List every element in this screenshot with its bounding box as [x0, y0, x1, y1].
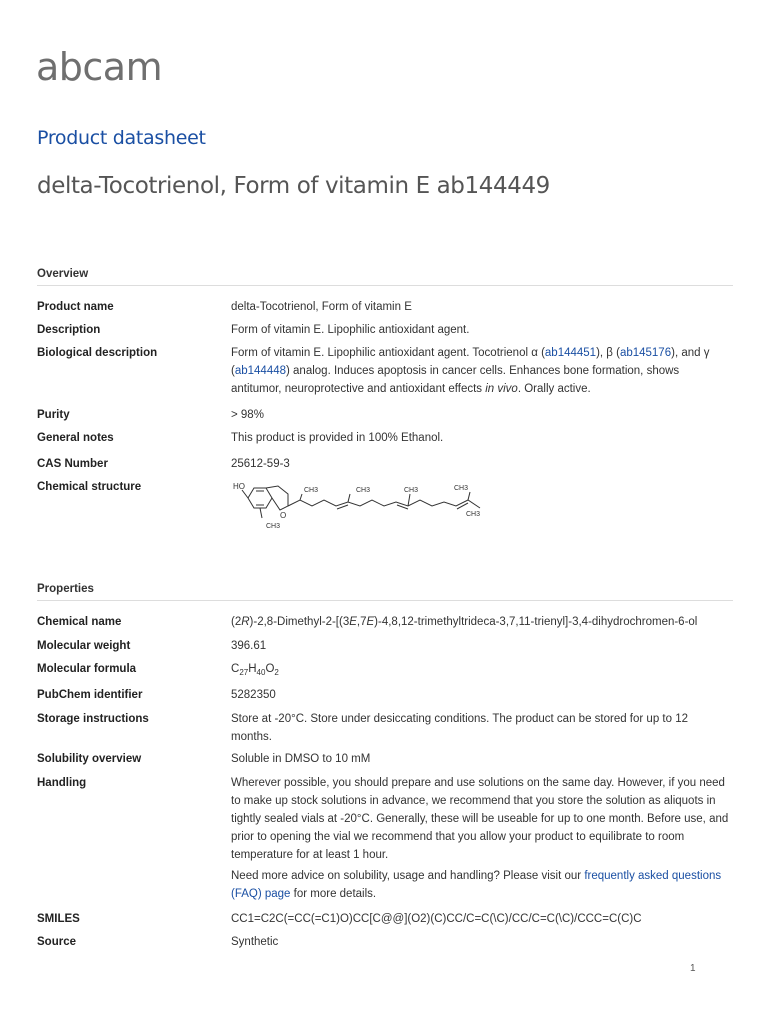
- abcam-logo: abcam: [36, 45, 163, 89]
- structure-ch3-label: CH3: [454, 485, 469, 492]
- formula-subscript: 2: [274, 668, 279, 677]
- cas-label: CAS Number: [37, 458, 108, 470]
- faq-page-link[interactable]: (FAQ) page: [231, 888, 291, 900]
- ab145176-link[interactable]: ab145176: [619, 347, 672, 359]
- structure-o-label: O: [280, 511, 287, 520]
- molecular-formula-label: Molecular formula: [37, 663, 137, 675]
- advice-text: Need more advice on solubility, usage and handling? Please visit our: [231, 870, 585, 882]
- bio-text: Form of vitamin E. Lipophilic antioxidant agent. Tocotrienol α (: [231, 347, 545, 359]
- purity-label: Purity: [37, 409, 70, 421]
- solubility-label: Solubility overview: [37, 753, 142, 765]
- handling-advice: [231, 867, 735, 903]
- structure-ch3-label: CH3: [266, 523, 281, 530]
- page-number: 1: [690, 963, 696, 974]
- chemical-name-value: [231, 613, 735, 631]
- product-name-label: Product name: [37, 301, 114, 313]
- handling-text: prior to opening the vial we recommend that you allow your product to equilibrate to room: [231, 831, 685, 843]
- biological-description-label: Biological description: [37, 347, 158, 359]
- cas-value: 25612-59-3: [231, 458, 290, 470]
- storage-label: Storage instructions: [37, 713, 149, 725]
- solubility-value: Soluble in DMSO to 10 mM: [231, 753, 371, 765]
- chemical-structure-drawing: [230, 480, 490, 536]
- chemical-structure-label: Chemical structure: [37, 481, 142, 493]
- pubchem-value: 5282350: [231, 689, 276, 701]
- chem-text: )-2,8-Dimethyl-2-[(3: [249, 616, 350, 628]
- formula-element: H: [248, 663, 257, 675]
- structure-ch3-label: CH3: [356, 487, 371, 494]
- smiles-label: SMILES: [37, 913, 80, 925]
- overview-heading: Overview: [37, 268, 733, 286]
- bio-text: (: [231, 365, 235, 377]
- advice-text: for more details.: [290, 888, 377, 900]
- formula-element: O: [265, 663, 275, 675]
- chem-text-italic: E: [349, 616, 357, 628]
- chem-text: ,7: [356, 616, 367, 628]
- storage-text: months.: [231, 731, 272, 743]
- handling-text: temperature for at least 1 hour.: [231, 849, 389, 861]
- source-label: Source: [37, 936, 76, 948]
- storage-value: [231, 710, 735, 746]
- formula-element: C: [231, 663, 240, 675]
- structure-ch3-label: CH3: [404, 487, 419, 494]
- formula-subscript: 40: [256, 668, 266, 677]
- formula-subscript: 27: [239, 668, 249, 677]
- bio-text: ), and γ: [671, 347, 710, 359]
- structure-ch3-label: CH3: [466, 511, 481, 518]
- doc-type-heading: Product datasheet: [37, 127, 206, 149]
- handling-text: tightly sealed vials at -20°C. Generally, these will be useable for up to one month. Before use, and: [231, 813, 729, 825]
- product-name-value: delta-Tocotrienol, Form of vitamin E: [231, 301, 412, 313]
- description-label: Description: [37, 324, 101, 336]
- source-value: Synthetic: [231, 936, 279, 948]
- handling-text: Wherever possible, you should prepare and use solutions on the same day. However, if you need: [231, 777, 725, 789]
- chem-text-italic: R: [241, 616, 250, 628]
- bio-text-italic: in vivo: [485, 383, 518, 395]
- molecular-weight-value: 396.61: [231, 640, 267, 652]
- biological-description-value: [231, 344, 735, 398]
- smiles-value: CC1=C2C(=CC(=C1)O)CC[C@@](O2)(C)CC/C=C(\C)/CC/C=C(\C)/CCC=C(C)C: [231, 913, 642, 925]
- pubchem-label: PubChem identifier: [37, 689, 143, 701]
- properties-heading: Properties: [37, 583, 733, 601]
- chem-text-italic: E: [366, 616, 375, 628]
- chemical-name-label: Chemical name: [37, 616, 122, 628]
- bio-text: ), β (: [596, 347, 620, 359]
- ab144448-link[interactable]: ab144448: [234, 365, 287, 377]
- chem-text: (2: [231, 616, 242, 628]
- ab144451-link[interactable]: ab144451: [544, 347, 597, 359]
- bio-text: . Orally active.: [517, 383, 591, 395]
- molecular-formula-value: [231, 660, 735, 682]
- chem-text: )-4,8,12-trimethyltrideca-3,7,11-trienyl]-3,4-dihydrochromen-6-ol: [374, 616, 698, 628]
- storage-text: Store at -20°C. Store under desiccating conditions. The product can be stored for up to 12: [231, 713, 688, 725]
- handling-text: to make up stock solutions in advance, we recommend that you store the solution as aliquots in: [231, 795, 716, 807]
- handling-label: Handling: [37, 777, 87, 789]
- bio-text: antitumor, neuroprotective and antioxidant effects: [231, 383, 486, 395]
- bio-text: ) analog. Induces apoptosis in cancer cells. Enhances bone formation, shows: [286, 365, 680, 377]
- molecular-weight-label: Molecular weight: [37, 640, 131, 652]
- general-notes-value: This product is provided in 100% Ethanol.: [231, 432, 444, 444]
- faq-link[interactable]: frequently asked questions: [584, 870, 722, 882]
- structure-ch3-label: CH3: [304, 487, 319, 494]
- product-title: delta-Tocotrienol, Form of vitamin E ab144449: [37, 173, 550, 199]
- general-notes-label: General notes: [37, 432, 114, 444]
- description-value: Form of vitamin E. Lipophilic antioxidant agent.: [231, 324, 470, 336]
- handling-value: [231, 774, 735, 864]
- purity-value: > 98%: [231, 409, 264, 421]
- structure-ho-label: HO: [233, 482, 245, 491]
